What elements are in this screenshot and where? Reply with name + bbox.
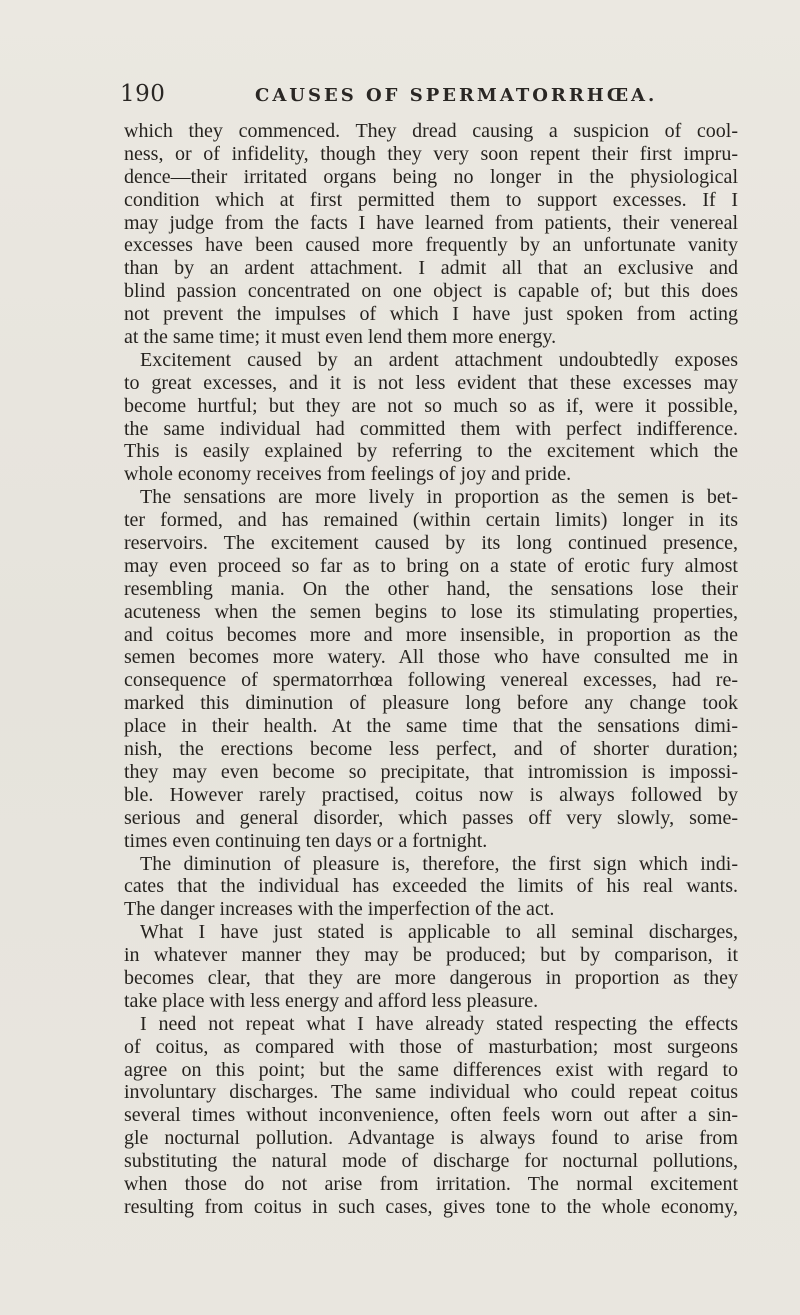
text-line: at the same time; it must even lend them more energy. [124,326,557,349]
text-line: semen becomes more watery. All those who have consulted me in [124,646,738,669]
page-number: 190 [120,81,166,107]
text-line: not prevent the impulses of which I have just spoken from acting [124,303,738,326]
text-line: consequence of spermatorrhœa following venereal excesses, had re- [124,669,738,692]
text-line: may judge from the facts I have learned from patients, their venereal [124,211,738,234]
text-line: ble. However rarely practised, coitus now is always followed by [124,783,738,806]
text-line: nish, the erections become less perfect, and of shorter duration; [124,738,738,761]
text-line: when those do not arise from irritation. The normal excitement [124,1172,738,1195]
text-line: substituting the natural mode of discharge for nocturnal pollutions, [124,1150,738,1173]
text-line: become hurtful; but they are not so much so as if, were it possible, [124,394,738,417]
text-line: place in their health. At the same time that the sensations dimi- [124,715,738,738]
text-line: ness, or of infidelity, though they very soon repent their first impru- [124,142,738,165]
text-line: resembling mania. On the other hand, the sensations lose their [124,577,738,600]
text-line: several times without inconvenience, often feels worn out after a sin- [124,1104,738,1127]
text-line: agree on this point; but the same differences exist with regard to [124,1058,738,1081]
text-line: which they commenced. They dread causing a suspicion of cool- [124,120,738,142]
text-line: they may even become so precipitate, that intromission is impossi- [124,760,738,783]
text-line: cates that the individual has exceeded the limits of his real wants. [124,875,738,898]
body-text [124,120,738,1219]
text-line: gle nocturnal pollution. Advantage is always found to arise from [124,1127,738,1150]
text-line: dence—their irritated organs being no longer in the physiological [124,165,738,188]
text-line: reservoirs. The excitement caused by its long continued presence, [124,532,738,555]
text-line: excesses have been caused more frequently by an unfortunate vanity [124,234,738,257]
text-line: take place with less energy and afford less pleasure. [124,989,539,1012]
text-line: becomes clear, that they are more dangerous in proportion as they [124,966,738,989]
text-line: Excitement caused by an ardent attachment undoubtedly exposes [140,348,738,371]
text-line: What I have just stated is applicable to all seminal discharges, [140,921,738,944]
text-line: This is easily explained by referring to the excitement which the [124,440,738,463]
page-header [120,81,740,111]
text-line: acuteness when the semen begins to lose its stimulating properties, [124,600,738,623]
text-line: in whatever manner they may be produced; but by comparison, it [124,944,738,967]
text-line: blind passion concentrated on one object is capable of; but this does [124,280,738,303]
text-line: may even proceed so far as to bring on a state of erotic fury almost [124,554,738,577]
text-line: The danger increases with the imperfection of the act. [124,898,555,921]
text-line: serious and general disorder, which passes off very slowly, some- [124,806,738,829]
running-head: CAUSES OF SPERMATORRHŒA. [255,85,658,106]
text-line: times even continuing ten days or a fortnight. [124,829,488,852]
text-line: ter formed, and has remained (within certain limits) longer in its [124,509,738,532]
text-line: resulting from coitus in such cases, gives tone to the whole economy, [124,1195,738,1218]
text-line: The diminution of pleasure is, therefore, the first sign which indi- [140,852,738,875]
text-line: the same individual had committed them with perfect indifference. [124,417,738,440]
text-line: The sensations are more lively in proportion as the semen is bet- [140,486,738,509]
text-line: marked this diminution of pleasure long before any change took [124,692,738,715]
text-line: involuntary discharges. The same individual who could repeat coitus [124,1081,738,1104]
text-line: to great excesses, and it is not less evident that these excesses may [124,371,738,394]
text-line: than by an ardent attachment. I admit all that an exclusive and [124,257,738,280]
text-line: and coitus becomes more and more insensible, in proportion as the [124,623,738,646]
text-line: I need not repeat what I have already stated respecting the effects [140,1012,738,1035]
text-line: whole economy receives from feelings of joy and pride. [124,463,572,486]
text-line: condition which at first permitted them to support excesses. If I [124,188,738,211]
text-line: of coitus, as compared with those of masturbation; most surgeons [124,1035,738,1058]
